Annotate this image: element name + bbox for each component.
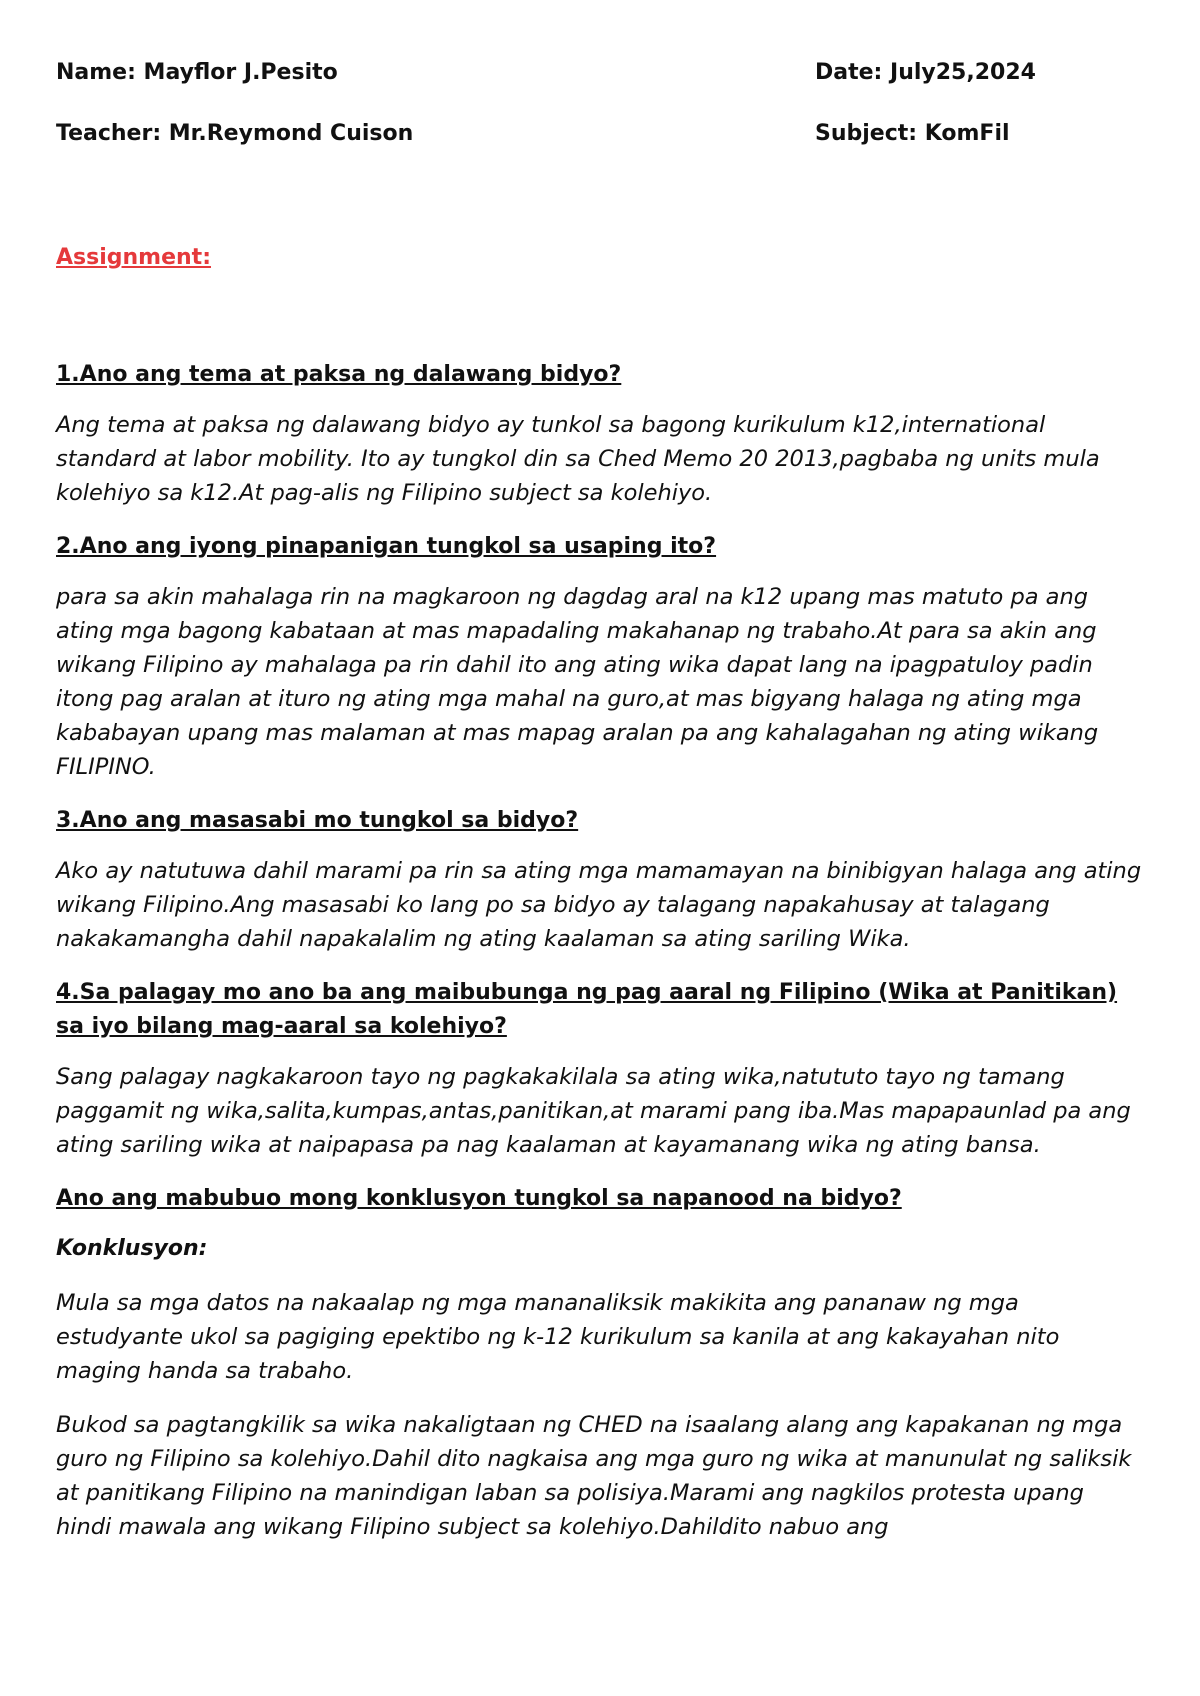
conclusion-question: Ano ang mabubuo mong konklusyon tungkol sa napanood na bidyo? <box>56 1186 902 1211</box>
question-2: 2.Ano ang iyong pinapanigan tungkol sa usaping ito? <box>56 534 717 559</box>
question-block <box>56 530 1146 784</box>
question-3: 3.Ano ang masasabi mo tungkol sa bidyo? <box>56 808 579 833</box>
question-block <box>56 976 1146 1162</box>
answer-4: Sang palagay nagkakaroon tayo ng pagkakakilala sa ating wika,natututo tayo ng tamang paggamit ng wika,salita,kumpas,antas,panitikan,at marami pang iba.Mas mapapaunlad pa ang ating sariling wika at naipapasa pa nag kaalaman at kayamanang wika ng ating bansa. <box>56 1064 1131 1158</box>
question-block <box>56 358 1146 510</box>
teacher-name: Teacher: Mr.Reymond Cuison <box>56 121 414 146</box>
conclusion-paragraph-2: Bukod sa pagtangkilik sa wika nakaligtaan ng CHED na isaalang alang ang kapakanan ng mga guro ng Filipino sa kolehiyo.Dahil dito nagkaisa ang mga guro ng wika at manunulat ng saliksik at panitikang Filipino na manindigan laban sa polisiya.Marami ang nagkilos protesta upang hindi mawala ang wikang Filipino subject sa kolehiyo.Dahildito nabuo ang <box>56 1412 1132 1540</box>
conclusion-paragraph-1: Mula sa mga datos na nakaalap ng mga mananaliksik makikita ang pananaw ng mga estudyante ukol sa pagiging epektibo ng k-12 kurikulum sa kanila at ang kakayahan nito maging handa sa trabaho. <box>56 1290 1060 1384</box>
assignment-body <box>56 358 1146 1564</box>
answer-2: para sa akin mahalaga rin na magkaroon ng dagdag aral na k12 upang mas matuto pa ang ating mga bagong kabataan at mas mapadaling makahanap ng trabaho.At para sa akin ang wikang Filipino ay mahalaga pa rin dahil ito ang ating wika dapat lang na ipagpatuloy padin itong pag aralan at ituro ng ating mga mahal na guro,at mas bigyang halaga ng ating mga kababayan upang mas malaman at mas mapag aralan pa ang kahalagahan ng ating wikang FILIPINO. <box>56 584 1099 780</box>
question-1: 1.Ano ang tema at paksa ng dalawang bidyo? <box>56 362 622 387</box>
date: Date: July25,2024 <box>815 60 1036 85</box>
conclusion-block <box>56 1182 1146 1544</box>
question-block <box>56 804 1146 956</box>
answer-1: Ang tema at paksa ng dalawang bidyo ay tunkol sa bagong kurikulum k12,international standard at labor mobility. Ito ay tungkol din sa Ched Memo 20 2013,pagbaba ng units mula kolehiyo sa k12.At pag-alis ng Filipino subject sa kolehiyo. <box>56 412 1100 506</box>
assignment-heading: Assignment: <box>56 245 211 270</box>
question-4: 4.Sa palagay mo ano ba ang maibubunga ng pag aaral ng Filipino (Wika at Panitikan) sa iyo bilang mag-aaral sa kolehiyo? <box>56 980 1118 1039</box>
subject: Subject: KomFil <box>815 121 1010 146</box>
conclusion-label: Konklusyon: <box>56 1236 208 1261</box>
student-name: Name: Mayflor J.Pesito <box>56 60 338 85</box>
answer-3: Ako ay natutuwa dahil marami pa rin sa ating mga mamamayan na binibigyan halaga ang ating wikang Filipino.Ang masasabi ko lang po sa bidyo ay talagang napakahusay at talagang nakakamangha dahil napakalalim ng ating kaalaman sa ating sariling Wika. <box>56 858 1142 952</box>
